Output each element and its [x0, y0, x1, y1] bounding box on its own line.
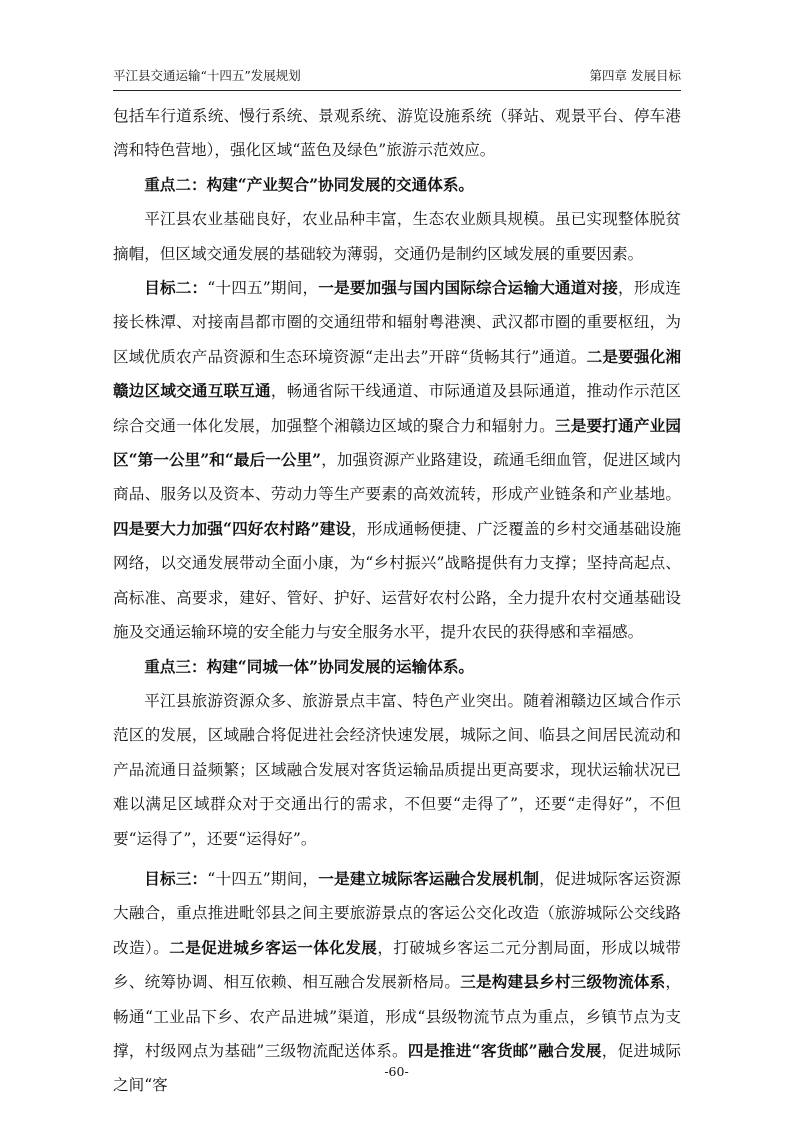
bold-text-segment: 目标三：: [144, 868, 208, 888]
bold-text-segment: 一是建立城际客运融合发展机制: [318, 868, 540, 888]
paragraph: [113, 650, 681, 684]
text-segment: “十四五”期间，: [207, 869, 319, 888]
paragraph: [113, 271, 681, 649]
text-segment: 平江县农业基础良好，农业品种丰富，生态农业颇具规模。虽已实现整体脱贫摘帽，但区域交通发展的基础较为薄弱，交通仍是制约区域发展的重要因素。: [113, 210, 681, 263]
text-segment: ，畅通“工业品下乡、农产品进城”渠道，形成“县级物流节点为重点，乡镇节点为支撑，村级网点为基础”三级物流配送体系。: [113, 973, 681, 1060]
text-segment: 平江县旅游资源众多、旅游景点丰富、特色产业突出。随着湘赣边区域合作示范区的发展，区域融合将促进社会经济快速发展，城际之间、临县之间居民流动和产品流通日益频繁；区域融合发展对客货运输品质提出更高要求，现状运输状况已难以满足区域群众对于交通出行的需求，不但要“走得了”，还要“走得好”，不但要“运得了”，还要“运得好”。: [113, 691, 681, 848]
bold-text-segment: 二是要强化湘赣边区域交通互联互通: [113, 346, 681, 401]
bold-text-segment: 一是要加强与国内国际综合运输大通道对接: [318, 278, 619, 298]
header-document-title: 平江县交通运输“十四五”发展规划: [113, 68, 301, 83]
text-segment: ，畅通省际干线通道、市际通道及县际通道，推动作示范区综合交通一体化发展，加强整个湘赣边区域的聚合力和辐射力。: [113, 382, 681, 435]
paragraph: [113, 684, 681, 856]
page-header: [113, 62, 681, 91]
text-segment: ，形成连接长株潭、对接南昌都市圈的交通纽带和辐射粤港澳、武汉都市圈的重要枢纽，为区域优质农产品资源和生态环境资源“走出去”开辟“货畅其行”通道。: [113, 279, 681, 366]
bold-text-segment: 四是要大力加强“四好农村路”建设: [113, 518, 352, 538]
paragraph: [113, 99, 681, 168]
paragraph: [113, 202, 681, 271]
text-segment: ，打破城乡客运二元分割局面，形成以城带乡、统筹协调、相互依赖、相互融合发展新格局。: [113, 938, 681, 992]
header-chapter-title: 第四章 发展目标: [589, 68, 681, 83]
bold-text-segment: 目标二：: [144, 278, 208, 298]
body-text: [113, 99, 681, 1103]
text-segment: ，促进城际之间“客: [113, 1041, 681, 1095]
text-segment: ，加强资源产业路建设，疏通毛细血管，促进区域内商品、服务以及资本、劳动力等生产要素的高效流转，形成产业链条和产业基地。: [113, 451, 681, 504]
bold-text-segment: 四是推进“客货邮”融合发展: [407, 1040, 602, 1060]
bold-text-segment: 重点三：构建“同城一体”协同发展的运输体系。: [144, 656, 475, 676]
bold-text-segment: 二是促进城乡客运一体化发展: [169, 937, 378, 957]
paragraph: [113, 168, 681, 202]
text-segment: ，促进城际客运资源大融合，重点推进毗邻县之间主要旅游景点的客运公交化改造（旅游城际公交线路改造）。: [113, 869, 681, 957]
bold-text-segment: 三是构建县乡村三级物流体系: [460, 972, 666, 992]
text-segment: ，形成通畅便捷、广泛覆盖的乡村交通基础设施网络，以交通发展带动全面小康，为“乡村振兴”战略提供有力支撑；坚持高起点、高标准、高要求，建好、管好、护好、运营好农村公路，全力提升农村交通基础设施及交通运输环境的安全能力与安全服务水平，提升农民的获得感和幸福感。: [113, 519, 681, 642]
bold-text-segment: 重点二：构建“产业契合”协同发展的交通体系。: [144, 174, 475, 194]
bold-text-segment: 三是要打通产业园区“第一公里”和“最后一公里”: [113, 415, 681, 470]
page-number: -60-: [384, 1064, 409, 1079]
text-segment: “十四五”期间，: [207, 279, 319, 298]
text-segment: 包括车行道系统、慢行系统、景观系统、游览设施系统（驿站、观景平台、停车港湾和特色营地），强化区域“蓝色及绿色”旅游示范效应。: [113, 107, 681, 160]
